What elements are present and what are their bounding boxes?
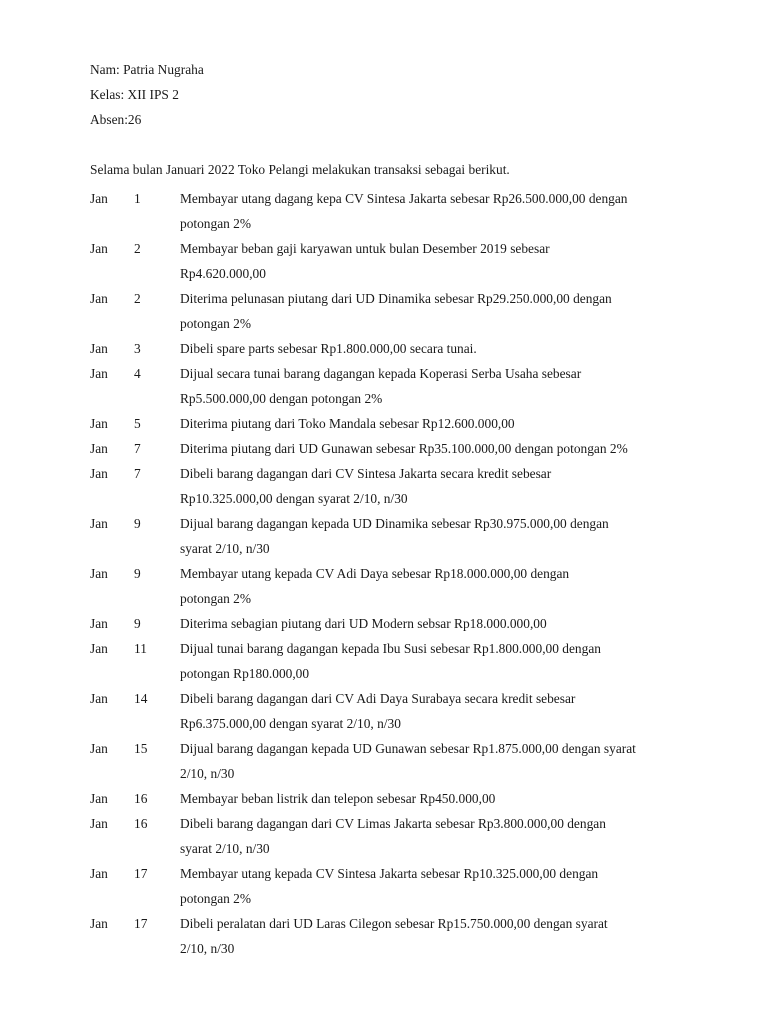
transaction-day: 9 bbox=[134, 566, 141, 581]
transaction-row bbox=[90, 911, 710, 961]
transaction-row bbox=[90, 361, 710, 411]
transaction-description-line: Membayar utang kepada CV Adi Daya sebesar Rp18.000.000,00 dengan bbox=[180, 566, 570, 581]
transaction-day: 5 bbox=[134, 416, 141, 431]
transaction-description-line: Rp10.325.000,00 dengan syarat 2/10, n/30 bbox=[180, 491, 408, 506]
transaction-day: 16 bbox=[134, 816, 148, 831]
transaction-row bbox=[90, 861, 710, 911]
transaction-month: Jan bbox=[90, 791, 108, 806]
transaction-description-line: Dibeli spare parts sebesar Rp1.800.000,00 secara tunai. bbox=[180, 341, 477, 356]
transaction-row bbox=[90, 236, 710, 286]
transaction-month: Jan bbox=[90, 691, 108, 706]
transaction-description-line: syarat 2/10, n/30 bbox=[180, 541, 270, 556]
transaction-description-line: 2/10, n/30 bbox=[180, 941, 235, 956]
transaction-description-line: potongan 2% bbox=[180, 216, 252, 231]
transaction-description-line: Dibeli barang dagangan dari CV Limas Jakarta sebesar Rp3.800.000,00 dengan bbox=[180, 816, 606, 831]
transaction-month: Jan bbox=[90, 866, 108, 881]
transaction-row bbox=[90, 436, 710, 461]
transaction-month: Jan bbox=[90, 191, 108, 206]
transaction-description bbox=[180, 636, 710, 686]
transaction-day: 15 bbox=[134, 741, 148, 756]
transaction-month: Jan bbox=[90, 916, 108, 931]
transaction-description bbox=[180, 736, 710, 786]
transaction-row bbox=[90, 461, 710, 511]
transaction-description bbox=[180, 411, 710, 436]
transaction-month: Jan bbox=[90, 341, 108, 356]
transaction-month: Jan bbox=[90, 416, 108, 431]
transaction-day: 7 bbox=[134, 441, 141, 456]
student-class: Kelas: XII IPS 2 bbox=[90, 87, 179, 102]
student-name: Nam: Patria Nugraha bbox=[90, 62, 204, 77]
transaction-description-line: Dibeli peralatan dari UD Laras Cilegon sebesar Rp15.750.000,00 dengan syarat bbox=[180, 916, 608, 931]
transaction-row bbox=[90, 636, 710, 686]
transaction-description bbox=[180, 686, 710, 736]
transaction-month: Jan bbox=[90, 741, 108, 756]
transaction-description-line: Dijual tunai barang dagangan kepada Ibu Susi sebesar Rp1.800.000,00 dengan bbox=[180, 641, 601, 656]
transaction-day: 9 bbox=[134, 616, 141, 631]
transaction-month: Jan bbox=[90, 516, 108, 531]
transaction-row bbox=[90, 786, 710, 811]
transaction-description-line: Membayar beban gaji karyawan untuk bulan Desember 2019 sebesar bbox=[180, 241, 550, 256]
transaction-description-line: Membayar utang dagang kepa CV Sintesa Jakarta sebesar Rp26.500.000,00 dengan bbox=[180, 191, 628, 206]
transaction-day: 11 bbox=[134, 641, 147, 656]
transaction-description-line: potongan 2% bbox=[180, 591, 252, 606]
transaction-day: 9 bbox=[134, 516, 141, 531]
transaction-month: Jan bbox=[90, 566, 108, 581]
transaction-description-line: 2/10, n/30 bbox=[180, 766, 235, 781]
transaction-row bbox=[90, 686, 710, 736]
transaction-month: Jan bbox=[90, 366, 108, 381]
transaction-description-line: Dijual secara tunai barang dagangan kepada Koperasi Serba Usaha sebesar bbox=[180, 366, 582, 381]
transaction-description bbox=[180, 461, 710, 511]
transaction-month: Jan bbox=[90, 641, 108, 656]
transaction-day: 2 bbox=[134, 291, 141, 306]
transaction-month: Jan bbox=[90, 616, 108, 631]
transaction-description-line: Diterima sebagian piutang dari UD Modern sebsar Rp18.000.000,00 bbox=[180, 616, 547, 631]
transaction-description-line: Rp5.500.000,00 dengan potongan 2% bbox=[180, 391, 383, 406]
transaction-description-line: potongan 2% bbox=[180, 316, 252, 331]
transaction-description-line: Diterima pelunasan piutang dari UD Dinamika sebesar Rp29.250.000,00 dengan bbox=[180, 291, 612, 306]
transaction-row bbox=[90, 811, 710, 861]
transaction-day: 14 bbox=[134, 691, 148, 706]
transaction-row bbox=[90, 411, 710, 436]
transaction-day: 4 bbox=[134, 366, 141, 381]
transaction-description bbox=[180, 186, 710, 236]
transaction-description-line: Dibeli barang dagangan dari CV Sintesa Jakarta secara kredit sebesar bbox=[180, 466, 552, 481]
transaction-list bbox=[90, 186, 710, 961]
transaction-description bbox=[180, 811, 710, 861]
transaction-row bbox=[90, 736, 710, 786]
transaction-description-line: Diterima piutang dari Toko Mandala sebesar Rp12.600.000,00 bbox=[180, 416, 515, 431]
transaction-description bbox=[180, 236, 710, 286]
transaction-day: 1 bbox=[134, 191, 141, 206]
transaction-description bbox=[180, 861, 710, 911]
intro-paragraph: Selama bulan Januari 2022 Toko Pelangi melakukan transaksi sebagai berikut. bbox=[90, 162, 510, 177]
transaction-description-line: Rp6.375.000,00 dengan syarat 2/10, n/30 bbox=[180, 716, 401, 731]
transaction-day: 2 bbox=[134, 241, 141, 256]
transaction-month: Jan bbox=[90, 291, 108, 306]
transaction-month: Jan bbox=[90, 241, 108, 256]
transaction-description bbox=[180, 611, 710, 636]
transaction-row bbox=[90, 611, 710, 636]
transaction-description-line: Rp4.620.000,00 bbox=[180, 266, 266, 281]
student-absen: Absen:26 bbox=[90, 112, 142, 127]
transaction-description-line: Membayar beban listrik dan telepon sebesar Rp450.000,00 bbox=[180, 791, 496, 806]
transaction-month: Jan bbox=[90, 816, 108, 831]
transaction-day: 16 bbox=[134, 791, 148, 806]
transaction-row bbox=[90, 336, 710, 361]
transaction-month: Jan bbox=[90, 441, 108, 456]
transaction-day: 7 bbox=[134, 466, 141, 481]
transaction-month: Jan bbox=[90, 466, 108, 481]
transaction-description-line: potongan 2% bbox=[180, 891, 252, 906]
transaction-description-line: potongan Rp180.000,00 bbox=[180, 666, 310, 681]
transaction-description-line: Membayar utang kepada CV Sintesa Jakarta sebesar Rp10.325.000,00 dengan bbox=[180, 866, 599, 881]
transaction-description-line: Dijual barang dagangan kepada UD Gunawan sebesar Rp1.875.000,00 dengan syarat bbox=[180, 741, 636, 756]
transaction-description bbox=[180, 786, 710, 811]
transaction-row bbox=[90, 561, 710, 611]
transaction-description bbox=[180, 436, 710, 461]
transaction-description bbox=[180, 511, 710, 561]
transaction-description bbox=[180, 911, 710, 961]
transaction-row bbox=[90, 186, 710, 236]
transaction-row bbox=[90, 286, 710, 336]
transaction-day: 17 bbox=[134, 916, 148, 931]
transaction-description bbox=[180, 561, 710, 611]
transaction-description bbox=[180, 286, 710, 336]
transaction-description bbox=[180, 361, 710, 411]
transaction-description-line: Diterima piutang dari UD Gunawan sebesar Rp35.100.000,00 dengan potongan 2% bbox=[180, 441, 628, 456]
transaction-row bbox=[90, 511, 710, 561]
transaction-description-line: Dibeli barang dagangan dari CV Adi Daya Surabaya secara kredit sebesar bbox=[180, 691, 576, 706]
transaction-description-line: Dijual barang dagangan kepada UD Dinamika sebesar Rp30.975.000,00 dengan bbox=[180, 516, 609, 531]
transaction-day: 17 bbox=[134, 866, 148, 881]
transaction-description-line: syarat 2/10, n/30 bbox=[180, 841, 270, 856]
transaction-day: 3 bbox=[134, 341, 141, 356]
transaction-description bbox=[180, 336, 710, 361]
